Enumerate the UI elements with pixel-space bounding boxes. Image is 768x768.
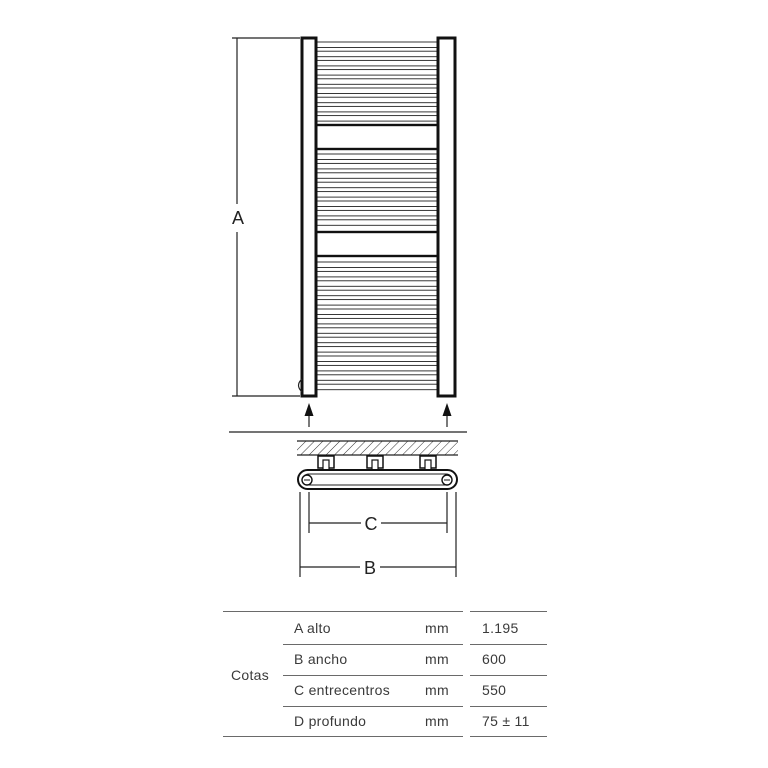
row-unit: mm [425, 651, 449, 667]
table-rule-top-value [470, 611, 547, 612]
wall-hatch [297, 441, 458, 455]
radiator-left-collector [302, 38, 316, 396]
dimension-b-label: B [363, 558, 377, 578]
radiator-bar [317, 70, 437, 76]
table-group-label: Cotas [231, 667, 270, 683]
radiator-bar [317, 210, 437, 216]
radiator-bar [317, 201, 437, 207]
radiator-gap-panel-lower [316, 232, 438, 256]
row-value: 550 [482, 682, 507, 698]
table-rule-bottom-value [470, 736, 547, 737]
dimension-b [300, 492, 456, 578]
row-unit: mm [425, 620, 449, 636]
radiator-bar [317, 116, 437, 122]
dimension-c [309, 492, 447, 534]
row-value: 75 ± 11 [482, 713, 530, 729]
radiator-bar [317, 337, 437, 343]
radiator-bar [317, 356, 437, 362]
dimension-a-label: A [231, 208, 245, 228]
radiator-bar [317, 60, 437, 66]
table-rule-bottom [223, 736, 463, 737]
radiator-bar [317, 309, 437, 315]
radiator-bar [317, 290, 437, 296]
radiator-bar [317, 365, 437, 371]
radiator-bar [317, 328, 437, 334]
radiator-bar [317, 281, 437, 287]
connection-arrows [305, 403, 452, 427]
row-name: D profundo [294, 713, 367, 729]
radiator-bar [317, 88, 437, 94]
radiator-bar [317, 192, 437, 198]
radiator-bar [317, 300, 437, 306]
radiator-bar [317, 347, 437, 353]
radiator-bar [317, 106, 437, 112]
row-name: B ancho [294, 651, 348, 667]
row-name: C entrecentros [294, 682, 391, 698]
pipe-connection-left [302, 475, 312, 485]
radiator-right-collector [438, 38, 455, 396]
radiator-bar [317, 163, 437, 169]
row-value: 600 [482, 651, 507, 667]
radiator-bar [317, 220, 437, 226]
radiator-bar [317, 375, 437, 381]
radiator-plan-view [297, 441, 458, 489]
radiator-bar [317, 154, 437, 160]
dimension-c-label: C [364, 514, 378, 534]
radiator-bar [317, 318, 437, 324]
radiator-bar [317, 79, 437, 85]
arrow-up-icon [305, 403, 314, 416]
radiator-bars [317, 42, 437, 390]
radiator-front-view [299, 38, 456, 396]
radiator-bar [317, 262, 437, 268]
radiator-gap-panel-upper [316, 125, 438, 149]
radiator-bar [317, 51, 437, 57]
table-rule-top [223, 611, 463, 612]
radiator-bar [317, 384, 437, 390]
radiator-bar [317, 97, 437, 103]
row-unit: mm [425, 713, 449, 729]
dimension-a [232, 38, 300, 396]
radiator-bar [317, 271, 437, 277]
row-name: A alto [294, 620, 331, 636]
row-unit: mm [425, 682, 449, 698]
arrow-up-icon [443, 403, 452, 416]
radiator-bar [317, 173, 437, 179]
pipe-connection-right [442, 475, 452, 485]
radiator-bar [317, 182, 437, 188]
radiator-bar [317, 42, 437, 48]
row-value: 1.195 [482, 620, 519, 636]
radiator-body-section [298, 470, 457, 489]
